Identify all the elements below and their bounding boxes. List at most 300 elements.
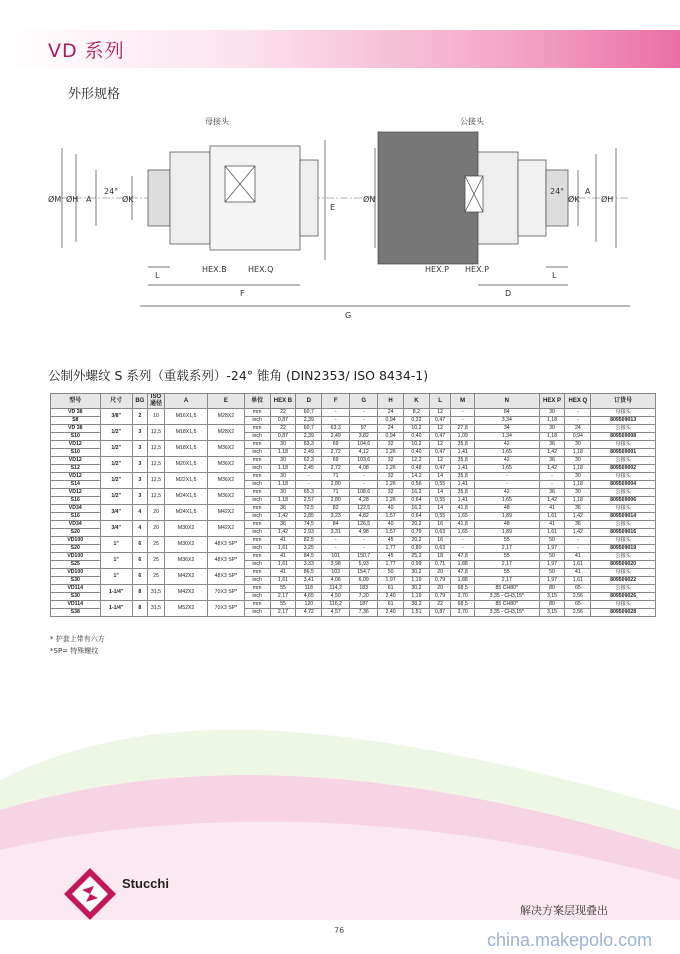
table-header-cell: H bbox=[378, 394, 404, 409]
table-cell: M24X1,5 bbox=[165, 505, 208, 521]
table-cell: 41 bbox=[270, 553, 296, 561]
table-cell: 42 bbox=[475, 441, 540, 449]
table-cell: 32 bbox=[378, 473, 404, 481]
table-cell: 150,7 bbox=[350, 553, 378, 561]
table-cell: 12 bbox=[429, 409, 451, 417]
table-cell: 809509026 bbox=[591, 593, 656, 601]
table-cell: 65,3 bbox=[296, 489, 322, 497]
table-cell: 1,18 bbox=[565, 465, 591, 473]
table-cell: 1,97 bbox=[378, 577, 404, 585]
table-cell: 48X3 SP* bbox=[208, 553, 245, 569]
table-cell: M52X2 bbox=[165, 601, 208, 617]
table-cell: 10,2 bbox=[404, 441, 430, 449]
table-cell: 65 bbox=[565, 601, 591, 609]
table-cell: 1,18 bbox=[270, 465, 296, 473]
table-cell: mm bbox=[244, 553, 270, 561]
table-cell: 55 bbox=[270, 585, 296, 593]
table-cell: 809509013 bbox=[591, 417, 656, 425]
table-cell: 1,42 bbox=[539, 465, 565, 473]
table-header-cell: D bbox=[296, 394, 322, 409]
table-row bbox=[51, 409, 656, 417]
table-cell: M22X1,5 bbox=[165, 473, 208, 489]
table-cell: 4,65 bbox=[296, 593, 322, 601]
table-cell: 0,87 bbox=[270, 417, 296, 425]
table-cell: 公接头 bbox=[591, 425, 656, 433]
table-cell: 3,25 bbox=[296, 545, 322, 553]
table-cell: VD12 bbox=[51, 473, 101, 481]
slogan: 解决方案层现叠出 bbox=[520, 904, 608, 917]
table-cell: 18 bbox=[429, 553, 451, 561]
table-cell: 22 bbox=[270, 409, 296, 417]
table-cell: 71 bbox=[322, 489, 350, 497]
table-cell: 36 bbox=[270, 505, 296, 513]
table-cell: 68,5 bbox=[451, 585, 475, 593]
table-cell: 1,77 bbox=[378, 545, 404, 553]
page-number: 76 bbox=[334, 926, 345, 935]
table-cell: 0,94 bbox=[565, 433, 591, 441]
table-cell: 809509004 bbox=[591, 481, 656, 489]
table-cell: S10 bbox=[51, 433, 101, 441]
table-cell: M16X1,5 bbox=[165, 409, 208, 425]
table-cell: mm bbox=[244, 521, 270, 529]
table-header-cell: 订货号 bbox=[591, 394, 656, 409]
table-cell: 41 bbox=[565, 569, 591, 577]
table-cell: 3,15 bbox=[539, 609, 565, 617]
table-cell: 0,87 bbox=[429, 609, 451, 617]
table-cell: 809509019 bbox=[591, 545, 656, 553]
table-cell: 61 bbox=[378, 585, 404, 593]
table-cell: 48X3 SP* bbox=[208, 569, 245, 585]
table-cell: mm bbox=[244, 601, 270, 609]
table-cell: 1,26 bbox=[378, 481, 404, 489]
dim-label: ØK bbox=[122, 195, 134, 204]
table-cell: 1,09 bbox=[451, 433, 475, 441]
table-cell: 30 bbox=[270, 441, 296, 449]
table-cell: 1,88 bbox=[451, 577, 475, 585]
dim-label: F bbox=[240, 289, 245, 298]
table-cell: - bbox=[539, 473, 565, 481]
dim-label: ØK bbox=[568, 195, 580, 204]
dim-label: ØN bbox=[363, 195, 376, 204]
table-cell: 35,8 bbox=[451, 457, 475, 465]
table-cell: S25 bbox=[51, 561, 101, 569]
table-cell: - bbox=[451, 537, 475, 545]
table-cell: - bbox=[350, 537, 378, 545]
table-cell: 3,31 bbox=[322, 529, 350, 537]
table-cell: 36 bbox=[565, 521, 591, 529]
table-cell: 809509002 bbox=[591, 465, 656, 473]
table-cell: 3/4" bbox=[100, 505, 132, 521]
table-cell: 20,2 bbox=[404, 521, 430, 529]
table-cell: - bbox=[296, 481, 322, 489]
table-cell: S14 bbox=[51, 481, 101, 489]
table-header-cell: HEX P bbox=[539, 394, 565, 409]
table-cell: 35,8 bbox=[451, 441, 475, 449]
table-row bbox=[51, 441, 656, 449]
table-cell: inch bbox=[244, 481, 270, 489]
brand-name: Stucchi bbox=[122, 876, 169, 891]
watermark: china.makepolo.com bbox=[487, 930, 653, 950]
table-cell: 12,5 bbox=[147, 473, 164, 489]
table-cell: S12 bbox=[51, 465, 101, 473]
table-cell: 1,65 bbox=[451, 529, 475, 537]
table-cell: 41,8 bbox=[451, 521, 475, 529]
table-header-cell: E bbox=[208, 394, 245, 409]
table-cell: VD 38 bbox=[51, 425, 101, 433]
technical-drawing bbox=[40, 110, 640, 325]
spec-table bbox=[50, 393, 656, 617]
table-cell: 16,2 bbox=[404, 505, 430, 513]
table-cell: mm bbox=[244, 409, 270, 417]
table-header-cell: BG bbox=[132, 394, 147, 409]
table-cell: 0,55 bbox=[429, 481, 451, 489]
table-cell: 80 bbox=[539, 601, 565, 609]
table-cell: - bbox=[475, 481, 540, 489]
table-cell: 10,2 bbox=[404, 425, 430, 433]
table-cell: 2,45 bbox=[296, 465, 322, 473]
table-cell: - bbox=[350, 481, 378, 489]
table-cell: 809509028 bbox=[591, 609, 656, 617]
table-cell: 1,42 bbox=[270, 529, 296, 537]
table-cell: inch bbox=[244, 433, 270, 441]
table-cell: 1,26 bbox=[378, 449, 404, 457]
table-cell: 公接头 bbox=[591, 521, 656, 529]
table-cell: 1,18 bbox=[565, 481, 591, 489]
table-cell: 103,6 bbox=[350, 457, 378, 465]
table-cell: 1,89 bbox=[475, 529, 540, 537]
table-cell: 公接头 bbox=[591, 553, 656, 561]
table-cell: - bbox=[539, 481, 565, 489]
table-cell: 1/2" bbox=[100, 425, 132, 441]
table-cell: 114,2 bbox=[322, 585, 350, 593]
table-cell: 1,42 bbox=[539, 497, 565, 505]
table-cell: 1,61 bbox=[565, 577, 591, 585]
table-cell: M18X1,5 bbox=[165, 425, 208, 441]
table-cell: 35,8 bbox=[451, 489, 475, 497]
table-cell: 1,41 bbox=[451, 465, 475, 473]
table-cell: inch bbox=[244, 465, 270, 473]
table-cell: 32 bbox=[378, 441, 404, 449]
table-cell: 154,7 bbox=[350, 569, 378, 577]
table-cell: VD114 bbox=[51, 601, 101, 609]
table-cell: M36X2 bbox=[208, 473, 245, 489]
table-cell: mm bbox=[244, 457, 270, 465]
table-cell: 12,5 bbox=[147, 425, 164, 441]
table-cell: 6 bbox=[132, 569, 147, 585]
table-cell: 38,2 bbox=[404, 601, 430, 609]
table-cell: 1,18 bbox=[539, 417, 565, 425]
table-cell: 12,2 bbox=[404, 457, 430, 465]
table-cell: 母接头 bbox=[591, 601, 656, 609]
table-row bbox=[51, 569, 656, 577]
table-cell: M36X2 bbox=[208, 441, 245, 457]
table-cell: M42X2 bbox=[208, 521, 245, 537]
table-header-cell: ISO 通径 bbox=[147, 394, 164, 409]
table-cell: 809509001 bbox=[591, 449, 656, 457]
header-banner bbox=[0, 30, 680, 68]
table-cell: 30 bbox=[539, 425, 565, 433]
table-cell: 14 bbox=[429, 505, 451, 513]
table-cell: 4,72 bbox=[296, 609, 322, 617]
table-cell: - bbox=[350, 545, 378, 553]
table-cell: 4,50 bbox=[322, 593, 350, 601]
table-cell: 14 bbox=[429, 473, 451, 481]
dim-label: HEX.P bbox=[425, 265, 449, 274]
table-cell: M36X2 bbox=[208, 457, 245, 473]
table-cell: 24 bbox=[565, 425, 591, 433]
table-cell: - bbox=[296, 473, 322, 481]
table-cell: 1,42 bbox=[539, 449, 565, 457]
table-cell: 3,41 bbox=[296, 577, 322, 585]
table-cell: 30 bbox=[565, 441, 591, 449]
table-cell: - bbox=[451, 417, 475, 425]
table-cell: 8 bbox=[132, 585, 147, 601]
dim-label: A bbox=[86, 195, 92, 204]
table-cell: 0,71 bbox=[429, 561, 451, 569]
table-cell: 31,5 bbox=[147, 585, 164, 601]
table-cell: VD100 bbox=[51, 553, 101, 561]
table-cell: 809509006 bbox=[591, 497, 656, 505]
table-cell: 1,97 bbox=[539, 545, 565, 553]
table-cell: 1" bbox=[100, 537, 132, 553]
table-cell: 6,09 bbox=[350, 577, 378, 585]
table-cell: 1,18 bbox=[539, 433, 565, 441]
table-body bbox=[51, 409, 656, 617]
table-cell: 1,41 bbox=[451, 449, 475, 457]
table-cell: 27,8 bbox=[451, 425, 475, 433]
table-header-cell: 单位 bbox=[244, 394, 270, 409]
table-cell: 20 bbox=[147, 521, 164, 537]
dim-label: ØH bbox=[601, 195, 614, 204]
dim-label: ØM bbox=[48, 195, 62, 204]
table-header-cell: F bbox=[322, 394, 350, 409]
table-cell: 40 bbox=[378, 505, 404, 513]
table-cell: 1/2" bbox=[100, 489, 132, 505]
table-cell: 45 bbox=[378, 553, 404, 561]
table-cell: 25 bbox=[147, 553, 164, 569]
dim-label: HEX.B bbox=[202, 265, 227, 274]
table-cell: 3,35 - CH3,15* bbox=[475, 609, 540, 617]
table-cell: - bbox=[322, 545, 350, 553]
table-cell: M42X2 bbox=[165, 569, 208, 585]
table-cell: 34 bbox=[475, 425, 540, 433]
table-cell: 7,36 bbox=[350, 609, 378, 617]
table-cell: 809509008 bbox=[591, 433, 656, 441]
table-cell: 2 bbox=[132, 409, 147, 425]
table-cell: inch bbox=[244, 497, 270, 505]
table-row bbox=[51, 425, 656, 433]
table-title: 公制外螺纹 S 系列（重载系列）-24° 锥角 (DIN2353/ ISO 8434-1) bbox=[48, 368, 429, 383]
table-row bbox=[51, 601, 656, 609]
table-cell: 6 bbox=[132, 537, 147, 553]
table-cell: 0,94 bbox=[378, 433, 404, 441]
table-cell: 0,87 bbox=[270, 433, 296, 441]
table-cell: 16,2 bbox=[404, 489, 430, 497]
table-cell: 65 bbox=[565, 585, 591, 593]
table-cell: 41 bbox=[270, 537, 296, 545]
table-header-row bbox=[51, 394, 656, 409]
table-cell: inch bbox=[244, 593, 270, 601]
table-cell: 809509014 bbox=[591, 513, 656, 521]
table-cell: 0,79 bbox=[429, 593, 451, 601]
table-cell: 30 bbox=[270, 457, 296, 465]
table-cell: 母接头 bbox=[591, 505, 656, 513]
table-cell: 8 bbox=[132, 601, 147, 617]
table-cell: VD100 bbox=[51, 537, 101, 545]
table-cell: 1,89 bbox=[475, 513, 540, 521]
table-cell: 7,20 bbox=[350, 593, 378, 601]
table-row bbox=[51, 505, 656, 513]
table-cell: 2,49 bbox=[322, 433, 350, 441]
table-cell: 55 bbox=[475, 569, 540, 577]
table-cell: 104,6 bbox=[350, 441, 378, 449]
table-header-cell: HEX Q bbox=[565, 394, 591, 409]
table-cell: 2,17 bbox=[475, 545, 540, 553]
table-cell: 母接头 bbox=[591, 537, 656, 545]
table-cell: 3 bbox=[132, 441, 147, 457]
table-cell: 82 bbox=[322, 505, 350, 513]
table-cell: 2,17 bbox=[270, 593, 296, 601]
table-cell: 30,2 bbox=[404, 585, 430, 593]
table-cell: 32 bbox=[378, 457, 404, 465]
table-cell: 120 bbox=[296, 601, 322, 609]
table-cell: 42 bbox=[475, 457, 540, 465]
table-cell: 14,2 bbox=[404, 473, 430, 481]
table-cell: 1,97 bbox=[539, 577, 565, 585]
table-cell: 183 bbox=[350, 585, 378, 593]
table-cell: 30 bbox=[565, 457, 591, 465]
section-title: 外形规格 bbox=[68, 87, 121, 102]
table-cell: 4,98 bbox=[350, 529, 378, 537]
table-cell: 0,47 bbox=[429, 433, 451, 441]
dim-label: 24° bbox=[104, 187, 119, 196]
table-cell: - bbox=[350, 417, 378, 425]
table-cell: 12,5 bbox=[147, 441, 164, 457]
table-cell: 50 bbox=[539, 553, 565, 561]
table-cell: 10 bbox=[147, 409, 164, 425]
table-cell: VD12 bbox=[51, 457, 101, 465]
table-cell: 0,55 bbox=[429, 513, 451, 521]
table-cell: 48X3 SP* bbox=[208, 537, 245, 553]
table-cell: 0,48 bbox=[404, 465, 430, 473]
table-cell: 3,23 bbox=[322, 513, 350, 521]
table-header-cell: G bbox=[350, 394, 378, 409]
table-cell: - bbox=[565, 545, 591, 553]
table-cell: 4,57 bbox=[322, 609, 350, 617]
table-cell: M18X1,5 bbox=[165, 441, 208, 457]
table-cell: 3,34 bbox=[475, 417, 540, 425]
table-cell: 1-1/4" bbox=[100, 601, 132, 617]
table-cell: 0,79 bbox=[429, 577, 451, 585]
table-cell: 74,5 bbox=[296, 521, 322, 529]
table-cell: 1,41 bbox=[451, 481, 475, 489]
table-cell: 3/4" bbox=[100, 521, 132, 537]
table-cell: 116,2 bbox=[322, 601, 350, 609]
table-cell: 25 bbox=[147, 537, 164, 553]
table-cell: 3,35 - CH3,15* bbox=[475, 593, 540, 601]
table-cell: M36X2 bbox=[165, 553, 208, 569]
table-cell: 36 bbox=[270, 521, 296, 529]
table-cell: M30X2 bbox=[165, 521, 208, 537]
table-cell: 1,57 bbox=[378, 513, 404, 521]
table-cell: 0,32 bbox=[404, 417, 430, 425]
table-cell: 16 bbox=[429, 521, 451, 529]
table-cell: 4,28 bbox=[350, 497, 378, 505]
notes bbox=[50, 633, 105, 657]
table-cell: mm bbox=[244, 441, 270, 449]
table-cell: 4,06 bbox=[322, 577, 350, 585]
table-cell: 0,47 bbox=[429, 449, 451, 457]
table-cell: 50 bbox=[539, 569, 565, 577]
table-cell: 3,82 bbox=[350, 433, 378, 441]
table-cell: 82,5 bbox=[296, 537, 322, 545]
table-cell: 68,5 bbox=[451, 601, 475, 609]
table-cell: 1,18 bbox=[270, 497, 296, 505]
table-cell: 母接头 bbox=[591, 569, 656, 577]
table-cell: 47,8 bbox=[451, 569, 475, 577]
table-cell: 86,5 bbox=[296, 569, 322, 577]
table-cell: 2,40 bbox=[378, 593, 404, 601]
table-cell: 22 bbox=[429, 601, 451, 609]
table-cell: 61 bbox=[378, 601, 404, 609]
table-cell: 3,15 bbox=[539, 593, 565, 601]
table-cell: 41,8 bbox=[451, 505, 475, 513]
table-cell: 母接头 bbox=[591, 473, 656, 481]
table-cell: 2,49 bbox=[296, 449, 322, 457]
table-cell: 85 CH80* bbox=[475, 585, 540, 593]
table-cell: 4 bbox=[132, 505, 147, 521]
table-cell: - bbox=[565, 537, 591, 545]
drawing-svg bbox=[40, 110, 640, 325]
table-cell: 2,72 bbox=[322, 449, 350, 457]
table-cell: S38 bbox=[51, 609, 101, 617]
table-cell: 2,72 bbox=[322, 465, 350, 473]
table-row bbox=[51, 585, 656, 593]
table-cell: 1-1/4" bbox=[100, 585, 132, 601]
table-cell: 118 bbox=[296, 585, 322, 593]
table-cell: - bbox=[475, 473, 540, 481]
table-cell: inch bbox=[244, 449, 270, 457]
table-cell: 2,56 bbox=[565, 609, 591, 617]
table-cell: M30X2 bbox=[165, 537, 208, 553]
table-cell: 41 bbox=[539, 521, 565, 529]
table-cell: 50 bbox=[378, 569, 404, 577]
table-cell: 36 bbox=[539, 457, 565, 465]
dim-label: D bbox=[505, 289, 512, 298]
table-cell: S8 bbox=[51, 417, 101, 425]
table-cell: 公接头 bbox=[591, 457, 656, 465]
table-cell: - bbox=[322, 409, 350, 417]
table-cell: 母接头 bbox=[591, 409, 656, 417]
table-cell: 12 bbox=[429, 441, 451, 449]
table-cell: 72,5 bbox=[296, 505, 322, 513]
table-cell: 48 bbox=[475, 521, 540, 529]
table-cell: VD34 bbox=[51, 505, 101, 513]
table-cell: 0,40 bbox=[404, 433, 430, 441]
table-cell: 1,97 bbox=[539, 561, 565, 569]
table-cell: 809509022 bbox=[591, 577, 656, 585]
table-cell: 30 bbox=[270, 473, 296, 481]
table-cell: 1,18 bbox=[565, 449, 591, 457]
table-cell: 2,17 bbox=[270, 609, 296, 617]
table-cell: 0,56 bbox=[404, 481, 430, 489]
table-cell: 12 bbox=[429, 425, 451, 433]
table-cell: 1,65 bbox=[475, 465, 540, 473]
table-cell: mm bbox=[244, 473, 270, 481]
table-cell: 1/2" bbox=[100, 441, 132, 457]
dim-label: HEX.Q bbox=[248, 265, 274, 274]
table-cell: VD12 bbox=[51, 489, 101, 497]
